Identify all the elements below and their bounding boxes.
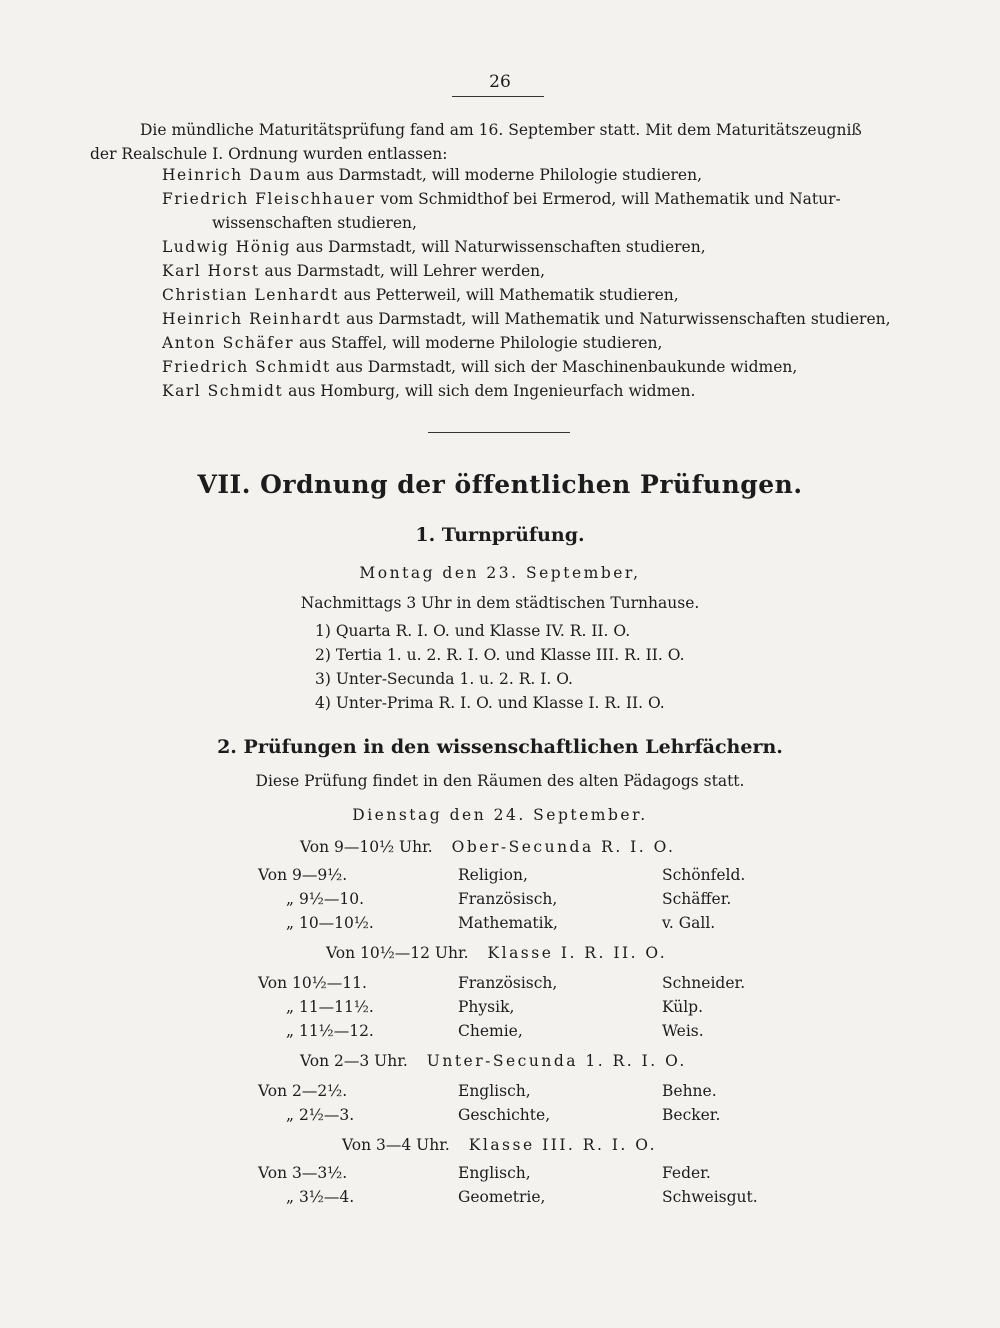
exam-teacher: Behne. [662, 1082, 717, 1100]
graduate-detail: aus Darmstadt, will Mathematik und Naturwissenschaften studieren, [346, 310, 891, 328]
exam-time: Von 2—2½. [258, 1082, 348, 1100]
turn-heading: 1. Turnprüfung. [415, 524, 585, 546]
exam-subject: Englisch, [458, 1082, 531, 1100]
graduate-detail: aus Darmstadt, will sich der Maschinenbaukunde widmen, [335, 358, 798, 376]
exam-subject: Geschichte, [458, 1106, 551, 1124]
block-class: Klasse I. R. II. O. [487, 944, 668, 962]
exam-time: Von 9—9½. [258, 866, 348, 884]
graduate-detail: aus Darmstadt, will Lehrer werden, [264, 262, 546, 280]
intro-line-1: Die mündliche Maturitätsprüfung fand am 16. September statt. Mit dem Maturitätszeugniß [140, 121, 862, 139]
exam-teacher: v. Gall. [662, 914, 716, 932]
turn-time: Nachmittags 3 Uhr in dem städtischen Turnhause. [300, 594, 700, 612]
block-class: Klasse III. R. I. O. [468, 1136, 658, 1154]
exam-teacher: Feder. [662, 1164, 711, 1182]
graduate-name: Heinrich Reinhardt [162, 310, 342, 328]
exam-time: „ 3½—4. [286, 1188, 355, 1206]
graduate-name: Anton Schäfer [162, 334, 294, 352]
graduate-entry [162, 358, 797, 376]
graduate-entry [162, 286, 679, 304]
exam-time: Von 10½—11. [258, 974, 367, 992]
wiss-heading: 2. Prüfungen in den wissenschaftlichen Lehrfächern. [217, 736, 783, 758]
graduate-entry [162, 310, 891, 328]
exam-teacher: Schönfeld. [662, 866, 746, 884]
graduate-detail: aus Darmstadt, will Naturwissenschaften studieren, [295, 238, 706, 256]
block-time: Von 3—4 Uhr. [342, 1136, 450, 1154]
section-divider [428, 432, 570, 433]
exam-teacher: Weis. [662, 1022, 704, 1040]
graduate-name: Ludwig Hönig [162, 238, 291, 256]
block-class: Unter-Secunda 1. R. I. O. [426, 1052, 687, 1070]
header-rule [452, 96, 544, 97]
exam-subject: Geometrie, [458, 1188, 546, 1206]
graduate-entry [162, 334, 662, 352]
exam-subject: Physik, [458, 998, 515, 1016]
graduate-entry [162, 262, 545, 280]
turn-item: 4) Unter-Prima R. I. O. und Klasse I. R. II. O. [315, 694, 665, 712]
graduate-detail: aus Petterweil, will Mathematik studieren, [343, 286, 679, 304]
exam-subject: Englisch, [458, 1164, 531, 1182]
exam-time: „ 10—10½. [286, 914, 374, 932]
block-time: Von 9—10½ Uhr. [300, 838, 433, 856]
turn-item: 1) Quarta R. I. O. und Klasse IV. R. II. O. [315, 622, 631, 640]
exam-block-header [342, 1136, 657, 1154]
block-class: Ober-Secunda R. I. O. [451, 838, 676, 856]
exam-time: „ 11—11½. [286, 998, 374, 1016]
page-number: 26 [489, 72, 511, 92]
intro-line-2: der Realschule I. Ordnung wurden entlassen: [90, 145, 448, 163]
exam-teacher: Schäffer. [662, 890, 732, 908]
exam-subject: Französisch, [458, 890, 558, 908]
graduate-entry [162, 382, 695, 400]
exam-time: „ 9½—10. [286, 890, 364, 908]
graduate-name: Friedrich Schmidt [162, 358, 331, 376]
block-time: Von 10½—12 Uhr. [326, 944, 469, 962]
exam-subject: Religion, [458, 866, 528, 884]
exam-teacher: Schneider. [662, 974, 746, 992]
exam-block-header [300, 1052, 687, 1070]
graduate-name: Friedrich Fleischhauer [162, 190, 376, 208]
block-time: Von 2—3 Uhr. [300, 1052, 408, 1070]
wiss-date: Dienstag den 24. September. [352, 806, 648, 824]
graduate-entry [162, 166, 702, 184]
section-title: VII. Ordnung der öffentlichen Prüfungen. [197, 470, 803, 499]
exam-teacher: Schweisgut. [662, 1188, 758, 1206]
graduate-detail: aus Darmstadt, will moderne Philologie studieren, [306, 166, 703, 184]
graduate-detail: aus Homburg, will sich dem Ingenieurfach widmen. [288, 382, 696, 400]
turn-item: 3) Unter-Secunda 1. u. 2. R. I. O. [315, 670, 573, 688]
turn-item: 2) Tertia 1. u. 2. R. I. O. und Klasse III. R. II. O. [315, 646, 685, 664]
graduate-detail: aus Staffel, will moderne Philologie studieren, [298, 334, 663, 352]
turn-date: Montag den 23. September, [359, 564, 641, 582]
graduate-detail: wissenschaften studieren, [212, 214, 417, 232]
wiss-note: Diese Prüfung findet in den Räumen des alten Pädagogs statt. [255, 772, 745, 790]
exam-time: Von 3—3½. [258, 1164, 348, 1182]
exam-block-header [300, 838, 675, 856]
graduate-entry [162, 238, 706, 256]
graduate-name: Karl Schmidt [162, 382, 284, 400]
graduate-name: Karl Horst [162, 262, 260, 280]
exam-subject: Mathematik, [458, 914, 558, 932]
graduate-name: Christian Lenhardt [162, 286, 339, 304]
exam-teacher: Külp. [662, 998, 704, 1016]
exam-time: „ 11½—12. [286, 1022, 374, 1040]
exam-block-header [326, 944, 667, 962]
exam-teacher: Becker. [662, 1106, 721, 1124]
graduate-detail: vom Schmidthof bei Ermerod, will Mathematik und Natur- [380, 190, 841, 208]
graduate-entry-continued [212, 214, 417, 232]
exam-subject: Französisch, [458, 974, 558, 992]
graduate-name: Heinrich Daum [162, 166, 302, 184]
exam-subject: Chemie, [458, 1022, 523, 1040]
exam-time: „ 2½—3. [286, 1106, 355, 1124]
graduate-entry [162, 190, 841, 208]
